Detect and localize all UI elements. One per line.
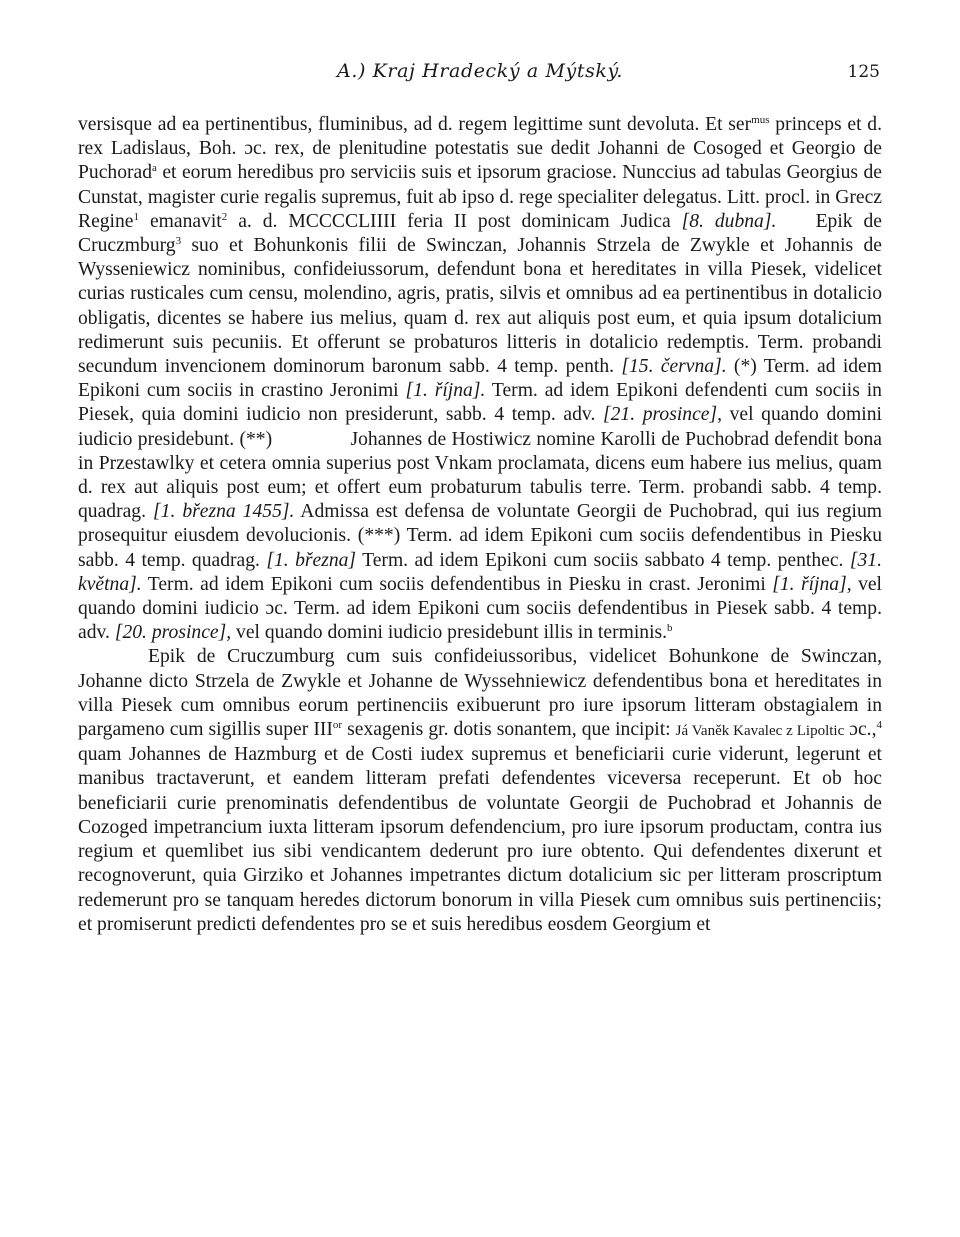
date-annotation: [1. března] [266,549,357,571]
text-run: vel quando domini iudicio ɔc. Term. ad idem Epikoni cum sociis defendentibus in Piesek sabb. 4 temp. adv. [78,573,883,644]
text-run: Term. ad idem Epikoni cum sociis sabbato 4 temp. penthec. [356,549,850,571]
footnote-mark: 2 [221,210,228,223]
footnote-mark: a [152,162,157,175]
text-run: Term. ad idem Epikoni defendenti cum sociis in Piesek, quia domini iudicio non presiderunt, sabb. 4 temp. adv. [78,380,882,426]
footnote-mark: mus [751,114,770,126]
footnote-mark: 1 [133,210,139,223]
body-text [78,113,882,937]
text-run: suo et Bohunkonis filii de Swinczan, Johannis Strzela de Zwykle et Johannis de Wysseniewicz nominibus, confideiussorum, defendunt bona et hereditates in villa Piesek, videlicet curias rusticales cum censu, molendino, agris, pratis, silvis et omnibus ad ea pertinentibus in dotalicio obligatis, dicentes se habere ius melius, quam d. rex aut aliquis post eum, et quia ipsum dotalicium redimerunt suis pecuniis. Et offerunt se probaturos litteris in dotalicio redemptis. Term. probandi secundum invencionem dominorum baronum sabb. 4 temp. penth. [78,235,882,378]
text-run: (*) Term. ad idem Epikoni cum sociis in crastino Jeronimi [78,356,882,402]
date-annotation: [15. června]. [621,356,727,378]
date-annotation: [1. října], [772,573,852,595]
date-annotation: [8. dubna]. [681,210,777,232]
date-annotation: [21. prosince], [602,404,722,426]
text-run: sexagenis gr. dotis sonantem, que incipit: [342,719,676,741]
date-annotation: [1. října]. [405,380,486,402]
page-header [78,60,882,92]
footnote-mark: or [332,719,343,732]
text-run: ɔc., [844,719,877,741]
text-run: Epik de Cruczmburg [78,210,883,257]
footnote-mark: 4 [876,719,882,732]
running-title: A.) Kraj Hradecký a Mýtský. [337,60,623,82]
date-annotation: [20. prosince], [114,622,232,644]
text-run: vel quando domini iudicio presidebunt. (**) Johannes de Hostiwicz nomine Karolli de Puchobrad defendit bona in Przestawlky et cetera omnia superius post Vnkam proclamata, dicens eum habere ius melius, quam d. rex aut aliquis post eum; et offert eum probaturum tabulis terre. Term. probandi sabb. 4 temp. quadrag. [78,404,882,523]
paragraph [78,645,882,936]
text-run: a. d. MCCCCLIIII feria II post dominicam Judica [227,210,682,232]
text-run: Já Vaněk Kavalec z Lipoltic [675,723,845,740]
text-run: emanavit [139,210,222,232]
text-run: vel quando domini iudicio presidebunt illis in terminis. [231,622,668,644]
date-annotation: [31. května]. [78,549,882,595]
footnote-mark: b [667,622,673,635]
text-run: princeps et d. rex Ladislaus, Boh. ɔc. rex, de plenitudine potestatis sue dedit Johanni de Cosoged et Georgio de Puchorad [78,114,882,184]
paragraph [78,113,882,645]
text-run: Term. ad idem Epikoni cum sociis defendentibus in Piesku in crast. Jeronimi [141,573,773,595]
page-number: 125 [847,62,880,82]
footnote-mark: 3 [175,235,182,248]
text-run: quam Johannes de Hazmburg et de Costi iudex supremus et beneficiarii curie viderunt, legerunt et manibus tractaverunt, et eandem litteram prefati defendentes viceversa receperunt. Et ob hoc beneficiarii curie prenominatis defendentibus de voluntate Georgii de Puchobrad et Johannis de Cozoged impetrancium iuxta litteram ipsorum defendencium, pro iure ipsorum productam, contra ius regium et quemlibet ius sibi vendicantem dederunt pro iure obtento. Qui defendentes dixerunt et recognoverunt, quia Girziko et Johannes impetrantes dictum dotalicium sic per litteram proscriptum redemerunt pro se tanquam heredes dictorum bonorum in villa Piesek cum omnibus suis pertinenciis; et promiserunt predicti defendentes pro se et suis heredibus eosdem Georgium et [78,744,882,935]
text-run: Admissa est defensa de voluntate Georgii de Puchobrad, qui ius regium prosequitur eiusdem devolucionis. (***) Term. ad idem Epikoni cum sociis defendentibus in Piesku sabb. 4 temp. quadrag. [78,501,882,571]
text-run: et eorum heredibus pro serviciis suis et ipsorum graciose. Nunccius ad tabulas Georgius de Cunstat, magister curie regalis supremus, fuit ab ipso d. rege specialiter delegatus. Litt. procl. in Grecz Regine [78,162,882,232]
text-run: versisque ad ea pertinentibus, fluminibus, ad d. regem legittime sunt devoluta. Et ser [78,114,752,135]
text-run: Epik de Cruczumburg cum suis confideiussoribus, videlicet Bohunkone de Swinczan, Johanne dicto Strzela de Zwykle et Johanne de Wyssehniewicz defendentibus bona et hereditates in villa Piesek cum omnibus eorum pertinenciis exibuerunt pro iure ipsorum litteram obstagialem in pargameno cum sigillis super III [78,646,882,741]
date-annotation: [1. března 1455]. [153,501,295,523]
